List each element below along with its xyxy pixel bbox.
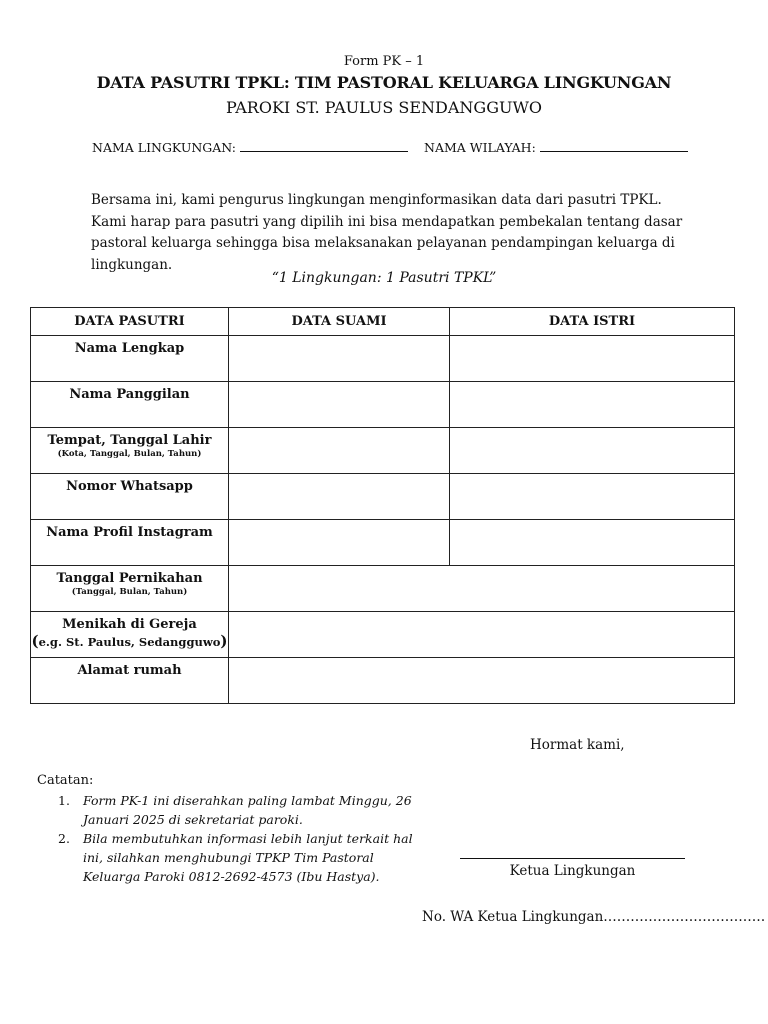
suami-cell-whatsapp[interactable] — [229, 474, 450, 520]
row-label-text: Nama Lengkap — [74, 341, 185, 356]
intro-paragraph: Bersama ini, kami pengurus lingkungan menginformasikan data dari pasutri TPKL. Kami harap para pasutri yang dipilih ini bisa mendapatkan pembekalan tentang dasar pastoral keluarga sehingga bisa melaksanakan pelayanan pendampingan keluarga di lingkungan. — [91, 192, 683, 273]
list-item — [58, 829, 418, 886]
notes-list — [58, 791, 418, 886]
row-label — [31, 612, 229, 658]
header-data-suami: DATA SUAMI — [229, 308, 450, 336]
ketua-lingkungan-label: Ketua Lingkungan — [509, 863, 636, 879]
row-label-text: Nomor Whatsapp — [66, 479, 193, 494]
table-row — [31, 474, 735, 520]
nama-lingkungan-label: NAMA LINGKUNGAN: — [92, 140, 237, 155]
row-sublabel: (Kota, Tanggal, Bulan, Tahun) — [57, 449, 202, 459]
row-label — [31, 658, 229, 704]
row-label-text: Nama Profil Instagram — [46, 525, 213, 540]
table-row — [31, 658, 735, 704]
table-row — [31, 520, 735, 566]
note-text: Form PK-1 ini diserahkan paling lambat Minggu, 26 Januari 2025 di sekretariat paroki. — [83, 793, 412, 827]
cell-alamat-rumah[interactable] — [229, 658, 735, 704]
row-label — [31, 520, 229, 566]
table-row — [31, 336, 735, 382]
row-label — [31, 428, 229, 474]
paren-close: ) — [220, 632, 228, 650]
row-sublabel: (Tanggal, Bulan, Tahun) — [71, 587, 188, 597]
suami-cell-nama-panggilan[interactable] — [229, 382, 450, 428]
row-label-text: Nama Panggilan — [69, 387, 190, 402]
page-subtitle: PAROKI ST. PAULUS SENDANGGUWO — [225, 98, 543, 117]
wa-ketua-field[interactable]: No. WA Ketua Lingkungan……………………………… — [422, 909, 766, 925]
notes-title: Catatan: — [37, 773, 94, 788]
paren-open: ( — [31, 632, 39, 650]
note-number: 2. — [58, 831, 70, 846]
istri-cell-instagram[interactable] — [450, 520, 735, 566]
suami-cell-ttl[interactable] — [229, 428, 450, 474]
header-data-istri: DATA ISTRI — [450, 308, 735, 336]
list-item — [58, 791, 418, 829]
cell-menikah-di-gereja[interactable] — [229, 612, 735, 658]
row-label — [31, 566, 229, 612]
row-label-text: Tanggal Pernikahan — [56, 571, 203, 586]
note-number: 1. — [58, 793, 70, 808]
row-label-text: Tempat, Tanggal Lahir — [47, 433, 212, 448]
table-row — [31, 612, 735, 658]
row-label — [31, 382, 229, 428]
nama-lingkungan-field[interactable] — [92, 139, 408, 155]
nama-lingkungan-blank[interactable] — [240, 139, 408, 152]
nama-wilayah-field[interactable] — [424, 139, 688, 155]
suami-cell-nama-lengkap[interactable] — [229, 336, 450, 382]
signature-line[interactable] — [460, 858, 685, 859]
motto: “1 Lingkungan: 1 Pasutri TPKL” — [271, 270, 497, 286]
row-label-text: Alamat rumah — [77, 663, 182, 678]
table-row — [31, 382, 735, 428]
cell-tanggal-pernikahan[interactable] — [229, 566, 735, 612]
row-label-text: Menikah di Gereja — [62, 617, 197, 632]
header-data-pasutri: DATA PASUTRI — [31, 308, 229, 336]
form-code: Form PK – 1 — [343, 54, 425, 69]
row-label — [31, 474, 229, 520]
istri-cell-whatsapp[interactable] — [450, 474, 735, 520]
page-title: DATA PASUTRI TPKL: TIM PASTORAL KELUARGA LINGKUNGAN — [96, 73, 672, 92]
pasutri-data-table — [30, 307, 735, 704]
nama-wilayah-label: NAMA WILAYAH: — [424, 140, 536, 155]
suami-cell-instagram[interactable] — [229, 520, 450, 566]
istri-cell-nama-panggilan[interactable] — [450, 382, 735, 428]
table-row — [31, 428, 735, 474]
note-text: Bila membutuhkan informasi lebih lanjut terkait hal ini, silahkan menghubungi TPKP Tim Pastoral Keluarga Paroki 0812-2692-4573 (Ibu Hastya). — [83, 831, 413, 884]
nama-wilayah-blank[interactable] — [540, 139, 688, 152]
table-header-row — [31, 308, 735, 336]
istri-cell-ttl[interactable] — [450, 428, 735, 474]
table-row — [31, 566, 735, 612]
row-example: e.g. St. Paulus, Sedangguwo — [38, 635, 221, 649]
hormat-kami: Hormat kami, — [530, 737, 625, 753]
row-label — [31, 336, 229, 382]
istri-cell-nama-lengkap[interactable] — [450, 336, 735, 382]
